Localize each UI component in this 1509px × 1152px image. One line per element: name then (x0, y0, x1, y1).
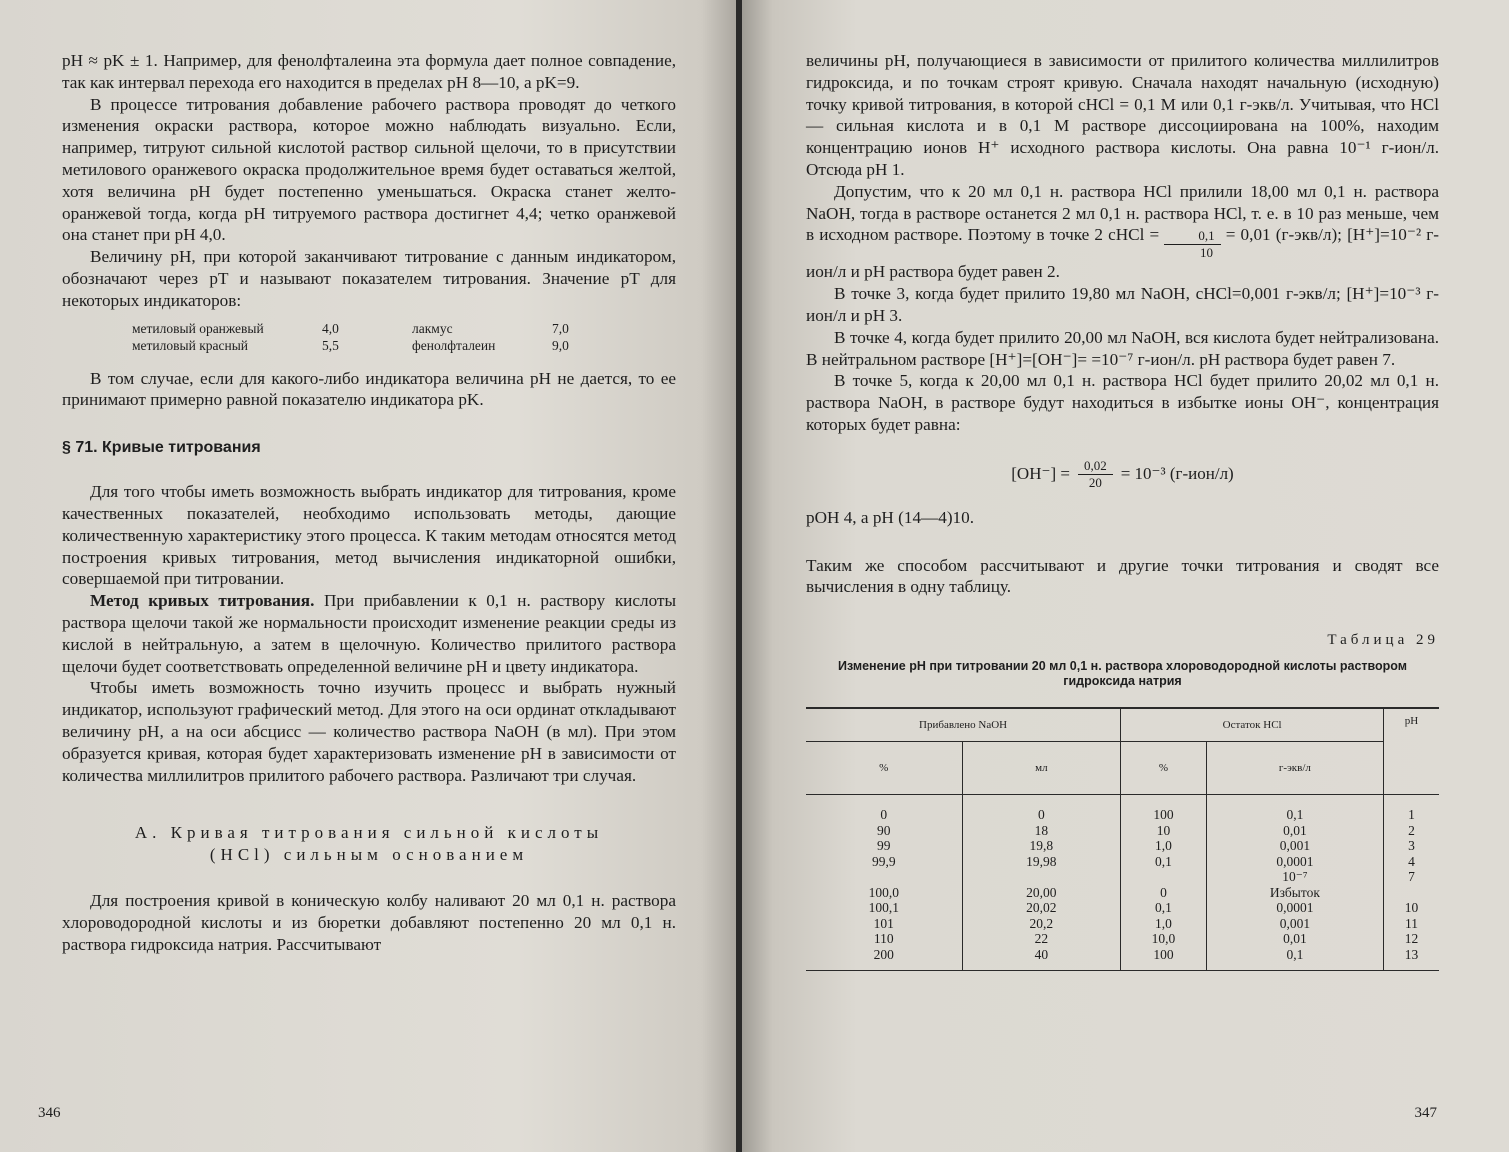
fraction (1164, 228, 1220, 261)
table-cell: 11 (1384, 916, 1439, 932)
paragraph-text: Допустим, что к 20 мл 0,1 н. раствора HCl прилили 18,00 мл 0,1 н. раствора NaOH, тогда в растворе останется 2 мл 0,1 н. раствора HCl, т. е. в 10 раз меньше, чем в исходном растворе. Поэтому в точке 2 cHCl = (806, 181, 1439, 245)
indicator-value: 7,0 (552, 320, 569, 336)
table-cell: 0,001 (1206, 838, 1383, 854)
indicator-name: фенолфталеин (412, 337, 496, 353)
table-cell: 0,1 (1121, 900, 1207, 916)
table-row (806, 947, 1439, 971)
table-cell (962, 869, 1121, 885)
paragraph: Чтобы иметь возможность точно изучить процесс и выбрать нужный индикатор, используют графический метод. Для этого на оси ординат откладывают величину pH, а на оси абсцисс — количество раствора NaOH (в мл). При этом образуется кривая, которая будет характеризовать изменение pH в зависимости от количества миллилитров прилитого рабочего раствора. Различают три случая. (62, 678, 676, 785)
table-cell: 7 (1384, 869, 1439, 885)
fraction (1078, 458, 1113, 491)
formula (806, 458, 1439, 491)
table-cell: 20,02 (962, 900, 1121, 916)
paragraph-text: При прибавлении к 0,1 н. раствору кислоты раствора щелочи такой же нормальности происходит изменение реакции среды из кислой в нейтральную, а затем в щелочную. Количество прилитого раствора щелочи будет соответствовать определенной величине pH и цвету индикатора. (62, 591, 677, 676)
table-number: Таблица 29 (1327, 632, 1439, 649)
fraction-denominator: 10 (1199, 245, 1213, 261)
titration-table (806, 707, 1439, 971)
fraction-numerator: 0,02 (1078, 458, 1113, 475)
table-cell (1384, 885, 1439, 901)
table-cell: 110 (806, 931, 962, 947)
table-cell: 19,8 (962, 838, 1121, 854)
paragraph: В процессе титрования добавление рабочего раствора проводят до четкого изменения окраски раствора, которое можно наблюдать визуально. Если, например, титруют сильной кислотой раствор сильной щелочи, то в присутствии метилового оранжевого окраска продолжительное время будет оставаться желтой, хотя величина pH будет постепенно уменьшаться. Окраска станет желто-оранжевой тогда, когда pH титруемого раствора достигнет 4,4; четко оранжевой она станет при pH 4,0. (62, 94, 676, 245)
table-cell: 0 (962, 795, 1121, 823)
table-row (806, 885, 1439, 901)
subheading-line: (HCl) сильным основанием (209, 845, 529, 865)
paragraph: В точке 5, когда к 20,00 мл 0,1 н. раствора HCl будет прилито 20,02 мл 0,1 н. раствора NaOH, в растворе будут находиться в избытке ионы OH⁻, концентрация которых будет равна: (806, 371, 1439, 434)
table-cell: 0,0001 (1206, 854, 1383, 870)
formula-right: = 10⁻³ (г-ион/л) (1120, 464, 1234, 484)
table-cell: 100 (1121, 795, 1207, 823)
table-cell: 1,0 (1121, 838, 1207, 854)
table-row (806, 795, 1439, 823)
table-cell (806, 869, 962, 885)
table-cell: 10 (1384, 900, 1439, 916)
table-cell: 4 (1384, 854, 1439, 870)
table-cell: 0,1 (1206, 795, 1383, 823)
left-page (0, 0, 738, 1152)
paragraph: величины pH, получающиеся в зависимости от прилитого количества миллилитров гидроксида, и по точкам строят кривую. Сначала находят начальную (исходную) точку кривой титрования, в которой cHCl = 0,1 M или 0,1 г-экв/л. Учитывая, что HCl — сильная кислота и в 0,1 M растворе диссоциирована на 100%, находим концентрацию ионов H⁺ исходного раствора кислоты. Она равна 10⁻¹ г-ион/л. Отсюда pH 1. (806, 51, 1439, 179)
table-cell: 40 (962, 947, 1121, 971)
table-body (806, 795, 1439, 971)
table-cell: 22 (962, 931, 1121, 947)
column-header: Остаток HCl (1121, 708, 1384, 742)
indicator-value: 9,0 (552, 337, 569, 353)
table-cell: 90 (806, 823, 962, 839)
indicator-name: лакмус (412, 320, 453, 336)
table-cell: 0,1 (1206, 947, 1383, 971)
paragraph: В точке 3, когда будет прилито 19,80 мл NaOH, cHCl=0,001 г-экв/л; [H⁺]=10⁻³ г-ион/л и pH 3. (806, 284, 1439, 325)
page-number: 347 (1414, 1105, 1437, 1121)
paragraph: Таким же способом рассчитывают и другие точки титрования и сводят все вычисления в одну таблицу. (806, 555, 1439, 597)
table-row (806, 869, 1439, 885)
table-cell: 0 (806, 795, 962, 823)
table-row (806, 854, 1439, 870)
table-cell: 10 (1121, 823, 1207, 839)
table-cell: 13 (1384, 947, 1439, 971)
table-cell: 3 (1384, 838, 1439, 854)
column-subheader: г-экв/л (1206, 742, 1383, 795)
table-cell: 101 (806, 916, 962, 932)
paragraph: pH ≈ pK ± 1. Например, для фенолфталеина эта формула дает полное совпадение, так как интервал перехода его находится в пределах pH 8—10, а pK=9. (62, 51, 676, 92)
paragraph (806, 181, 1439, 283)
table-cell: Избыток (1206, 885, 1383, 901)
table-cell: 2 (1384, 823, 1439, 839)
table-cell: 100 (1121, 947, 1207, 971)
table-cell: 0,01 (1206, 823, 1383, 839)
table-row (806, 931, 1439, 947)
fraction-denominator: 20 (1088, 474, 1102, 490)
table-cell: 1 (1384, 795, 1439, 823)
table-row (806, 916, 1439, 932)
indicator-name: метиловый красный (132, 337, 249, 353)
column-header: Прибавлено NaOH (806, 708, 1121, 742)
table-title: Изменение pH при титровании 20 мл 0,1 н. раствора хлороводородной кислоты раствором гидроксида натрия (837, 659, 1408, 689)
table-row (806, 838, 1439, 854)
table-cell: 0,0001 (1206, 900, 1383, 916)
table-cell: 0,01 (1206, 931, 1383, 947)
table-row (806, 823, 1439, 839)
paragraph-text: = 0,01 (г-экв/л); [H⁺]=10⁻² г-ион/л и pH раствора будет равен 2. (806, 225, 1440, 282)
table-cell: 99 (806, 838, 962, 854)
paragraph: Для того чтобы иметь возможность выбрать индикатор для титрования, кроме качественных показателей, необходимо использовать методы, дающие количественную характеристику этого процесса. К таким методам относятся метод построения кривых титрования, метод вычисления индикаторной ошибки, совершаемой при титровании. (62, 482, 676, 589)
paragraph: pOH 4, а pH (14—4)10. (806, 507, 975, 527)
paragraph: Величину pH, при которой заканчивают титрование с данным индикатором, обозначают через pT и называют показателем титрования. Значение pT для некоторых индикаторов: (62, 247, 676, 310)
indicator-value: 5,5 (322, 337, 339, 353)
table-cell: 10,0 (1121, 931, 1207, 947)
paragraph: Для построения кривой в коническую колбу наливают 20 мл 0,1 н. раствора хлороводородной кислоты и из бюретки добавляют постепенно 20 мл 0,1 н. раствора гидроксида натрия. Рассчитывают (62, 891, 676, 954)
table-cell: 99,9 (806, 854, 962, 870)
column-subheader: мл (962, 742, 1121, 795)
table-cell: 100,1 (806, 900, 962, 916)
table-cell (1121, 869, 1207, 885)
paragraph: В том случае, если для какого-либо индикатора величина pH не дается, то ее принимают примерно равной показателю индикатора pK. (62, 368, 676, 410)
table-cell: 18 (962, 823, 1121, 839)
formula-left: [OH⁻] = (1011, 464, 1070, 484)
section-heading: § 71. Кривые титрования (62, 439, 261, 457)
table-cell: 0,1 (1121, 854, 1207, 870)
column-subheader: % (806, 742, 962, 795)
paragraph: В точке 4, когда будет прилито 20,00 мл NaOH, вся кислота будет нейтрализована. В нейтральном растворе [H⁺]=[OH⁻]= =10⁻⁷ г-ион/л. pH раствора будет равен 7. (806, 327, 1439, 369)
indicator-list (132, 320, 676, 354)
fraction-numerator: 0,1 (1164, 228, 1220, 245)
table-row (806, 900, 1439, 916)
method-term: Метод кривых титрования. (90, 591, 315, 611)
table-cell: 19,98 (962, 854, 1121, 870)
indicator-value: 4,0 (322, 320, 339, 336)
table-cell: 12 (1384, 931, 1439, 947)
table-cell: 10⁻⁷ (1206, 869, 1383, 885)
column-subheader: % (1121, 742, 1207, 795)
table-cell: 100,0 (806, 885, 962, 901)
subheading-line: А. Кривая титрования сильной кислоты (134, 823, 604, 843)
table-cell: 200 (806, 947, 962, 971)
table-cell: 20,2 (962, 916, 1121, 932)
subheading (62, 822, 676, 866)
table-cell: 20,00 (962, 885, 1121, 901)
table-cell: 0,001 (1206, 916, 1383, 932)
table-cell: 1,0 (1121, 916, 1207, 932)
page-number: 346 (38, 1105, 61, 1121)
table-cell: 0 (1121, 885, 1207, 901)
paragraph (62, 590, 676, 677)
indicator-name: метиловый оранжевый (132, 320, 264, 336)
right-page (742, 0, 1509, 1152)
column-header: pH (1384, 708, 1439, 795)
